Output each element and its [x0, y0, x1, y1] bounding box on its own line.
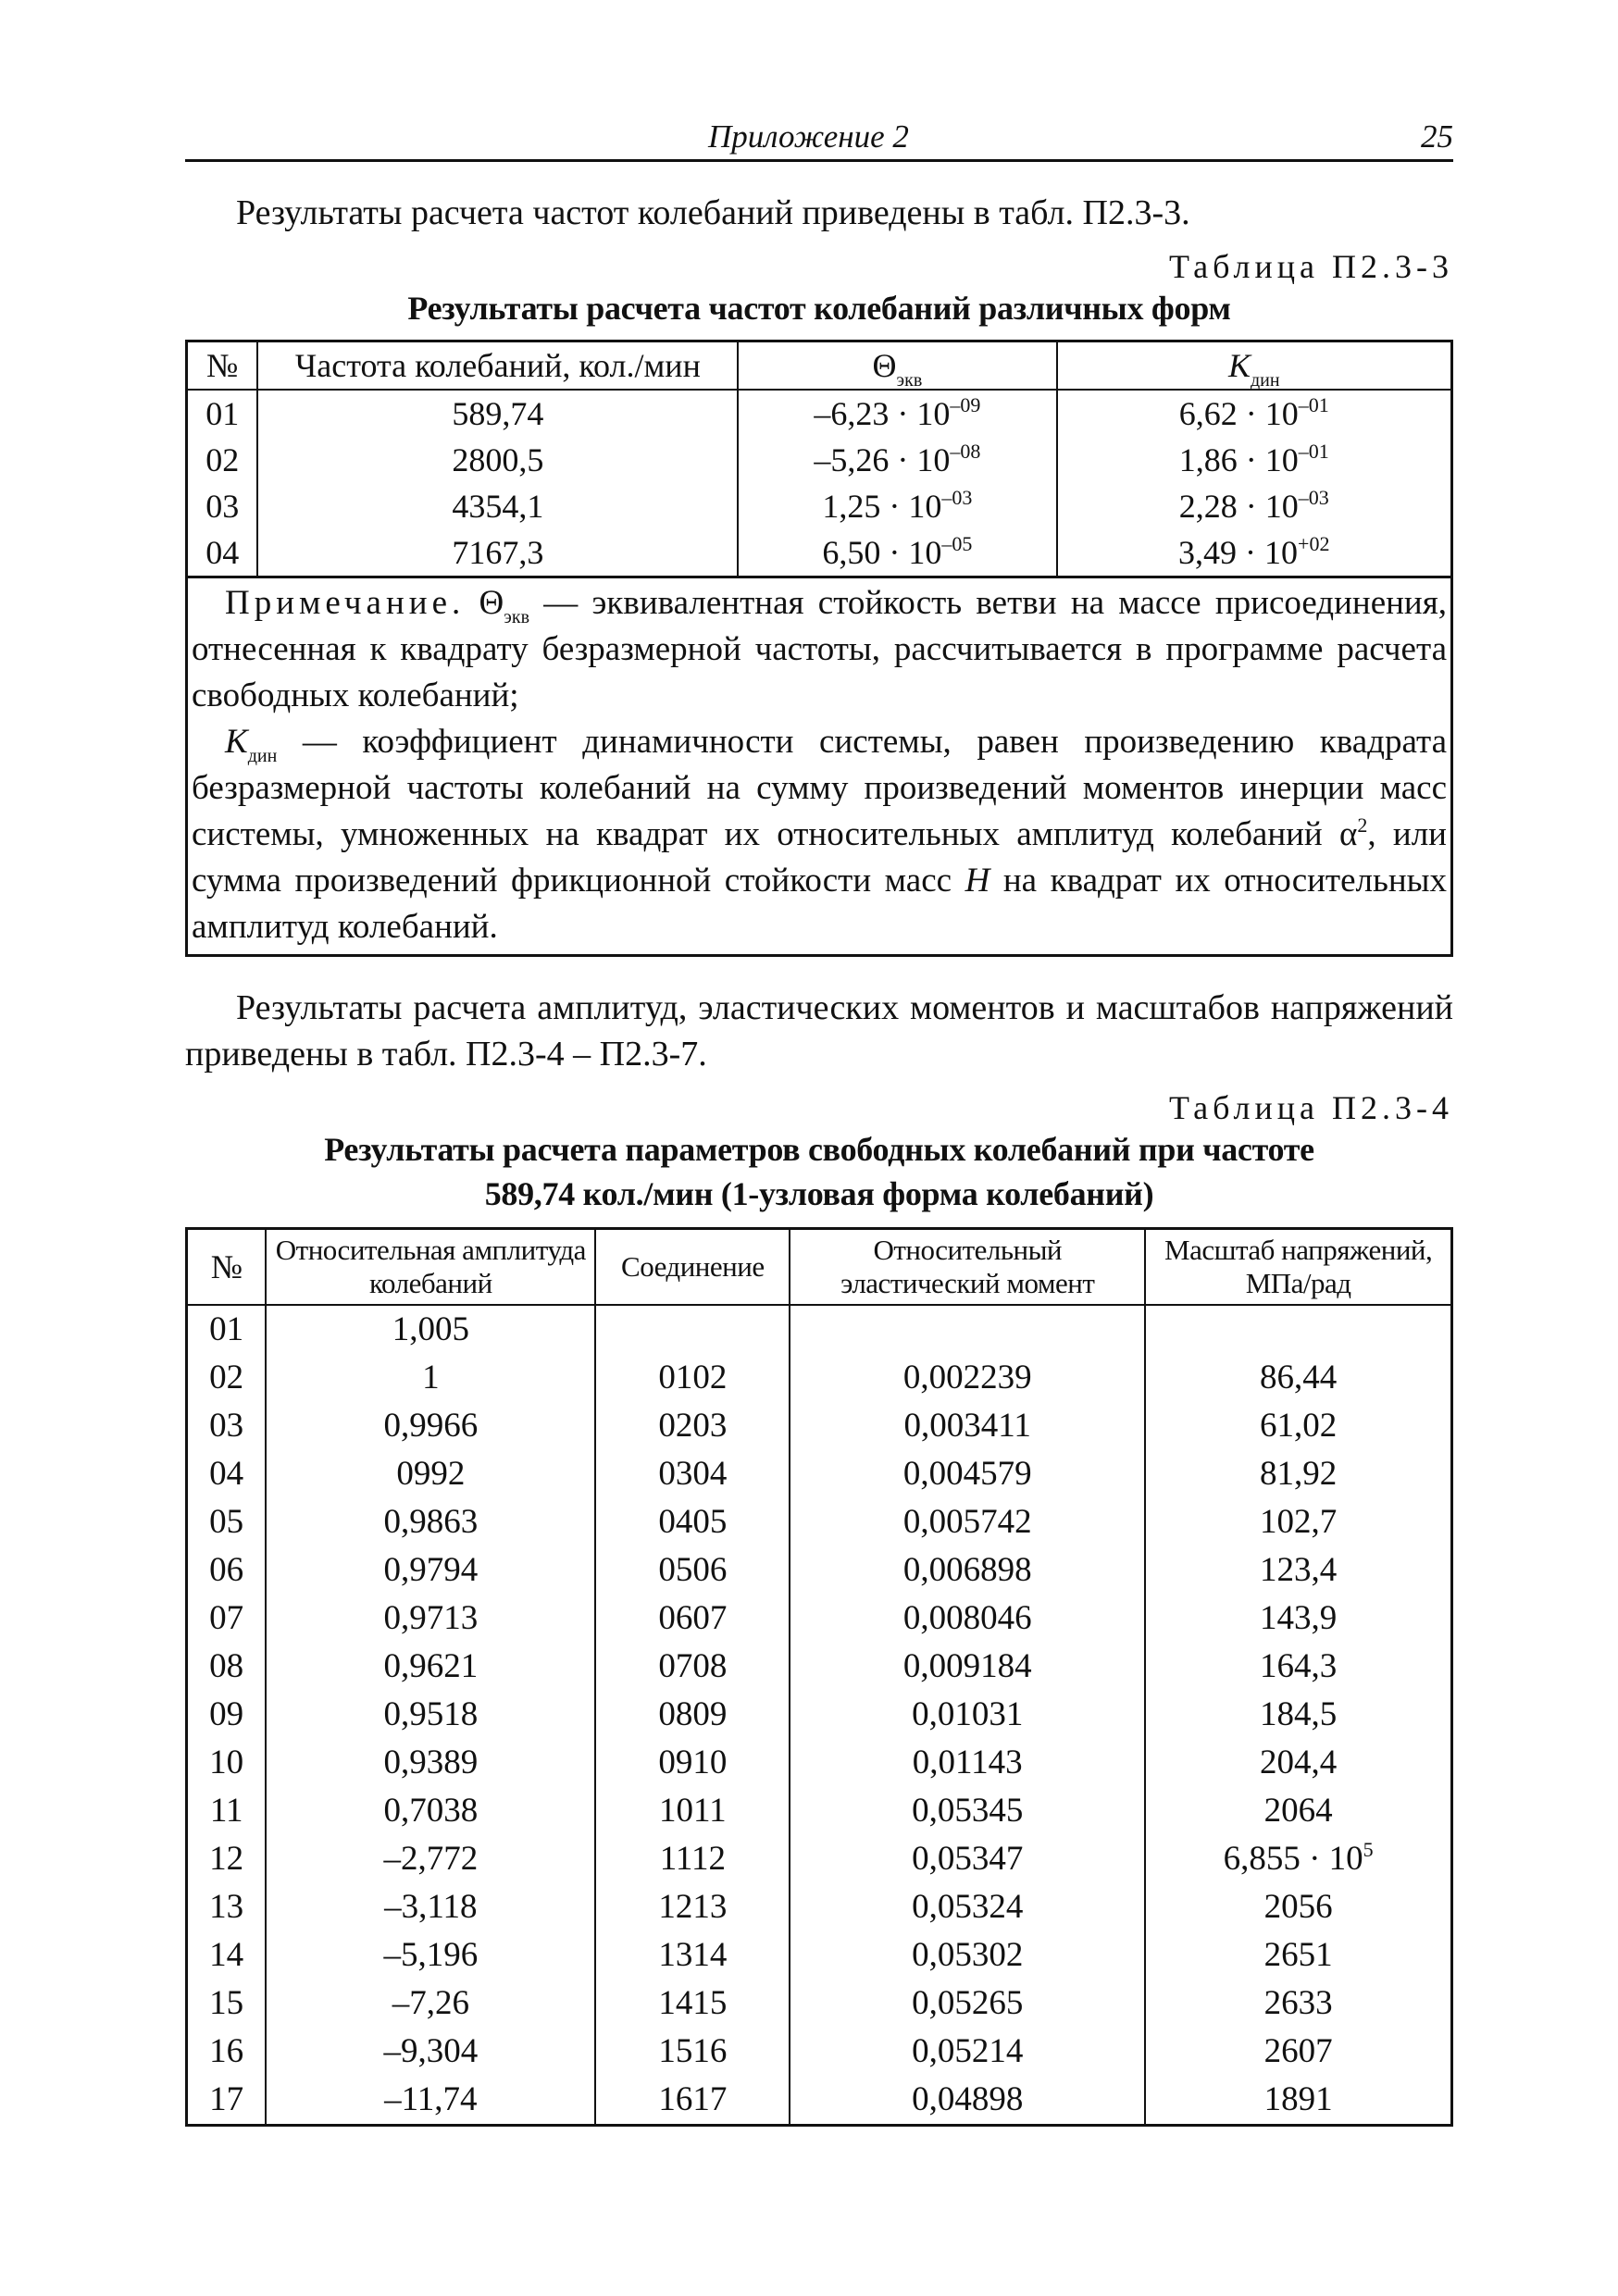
cell-amplitude: –7,26 — [266, 1980, 595, 2028]
cell-moment: 0,002239 — [790, 1354, 1145, 1402]
table-row — [187, 1643, 1452, 1691]
table-row — [187, 1450, 1452, 1498]
cell-num: 02 — [187, 437, 258, 483]
cell-k: $6,62 \cdot 10^{-01}$ — [1057, 390, 1452, 437]
table-4-title-line-2: 589,74 кол./мин (1-узловая форма колебаний) — [484, 1175, 1154, 1212]
cell-connection — [595, 1305, 790, 1354]
cell-num: 12 — [187, 1835, 267, 1883]
cell-k: $1,86 \cdot 10^{-01}$ — [1057, 437, 1452, 483]
cell-moment: 0,008046 — [790, 1595, 1145, 1643]
table-row — [187, 1931, 1452, 1980]
cell-amplitude: 0,9966 — [266, 1402, 595, 1450]
cell-moment: 0,005742 — [790, 1498, 1145, 1546]
cell-theta: $-6,23 \cdot 10^{-09}$ — [738, 390, 1056, 437]
cell-num: 07 — [187, 1595, 267, 1643]
table-row — [187, 1402, 1452, 1450]
cell-moment: 0,003411 — [790, 1402, 1145, 1450]
cell-connection: 1617 — [595, 2076, 790, 2126]
cell-k: $3,49 \cdot 10^{+02}$ — [1057, 529, 1452, 577]
cell-num: 03 — [187, 1402, 267, 1450]
cell-connection: 0506 — [595, 1546, 790, 1595]
cell-connection: 0102 — [595, 1354, 790, 1402]
cell-scale: 1891 — [1145, 2076, 1451, 2126]
table-3-caption: Таблица П2.3-3 — [1169, 248, 1453, 285]
cell-amplitude: 1 — [266, 1354, 595, 1402]
cell-moment: 0,009184 — [790, 1643, 1145, 1691]
cell-scale: 61,02 — [1145, 1402, 1451, 1450]
cell-amplitude: 0,9713 — [266, 1595, 595, 1643]
cell-connection: 1213 — [595, 1883, 790, 1931]
table-row — [187, 1305, 1452, 1354]
table-row — [187, 437, 1452, 483]
table-row — [187, 1980, 1452, 2028]
cell-scale: 86,44 — [1145, 1354, 1451, 1402]
cell-scale: 2064 — [1145, 1787, 1451, 1835]
cell-num: 05 — [187, 1498, 267, 1546]
cell-frequency: 7167,3 — [257, 529, 738, 577]
table-row — [187, 1691, 1452, 1739]
cell-connection: 1516 — [595, 2028, 790, 2076]
cell-theta: $6,50 \cdot 10^{-05}$ — [738, 529, 1056, 577]
cell-scale: 2607 — [1145, 2028, 1451, 2076]
cell-scale — [1145, 1305, 1451, 1354]
header-k: $K_{дин}$ — [1057, 341, 1452, 391]
cell-scale: $6,855 \cdot 10^5$ — [1145, 1835, 1451, 1883]
running-header — [185, 111, 1453, 162]
table-3-note: Примечание. $\Theta_{экв}$ — эквивалентная стойкость ветви на массе присоединения, отнесенная к квадрату безразмерной частоты, рассчитывается в программе расчета свободных колебаний; $K_{дин}$ — коэффициент динамичности системы, равен произведению квадрата безразмерной частоты колебаний на сумму произведений моментов инерции масс системы, умноженных на квадрат их относительных амплитуд колебаний $\alpha^2$, или сумма произведений фрикционной стойкости масс H на квадрат их относительных амплитуд колебаний. — [187, 577, 1452, 956]
t4-header-connection: Соединение — [595, 1229, 790, 1306]
cell-num: 10 — [187, 1739, 267, 1787]
cell-connection: 1112 — [595, 1835, 790, 1883]
cell-num: 13 — [187, 1883, 267, 1931]
cell-num: 06 — [187, 1546, 267, 1595]
cell-num: 11 — [187, 1787, 267, 1835]
cell-num: 09 — [187, 1691, 267, 1739]
cell-connection: 0910 — [595, 1739, 790, 1787]
cell-amplitude: 0,9863 — [266, 1498, 595, 1546]
intro-paragraph-2: Результаты расчета амплитуд, эластических моментов и масштабов напряжений приведены в табл. П2.3-4 – П2.3-7. — [185, 988, 1453, 1074]
cell-connection: 1314 — [595, 1931, 790, 1980]
t4-header-num: № — [187, 1229, 267, 1306]
cell-amplitude: –3,118 — [266, 1883, 595, 1931]
cell-num: 15 — [187, 1980, 267, 2028]
cell-moment — [790, 1305, 1145, 1354]
cell-connection: 0708 — [595, 1643, 790, 1691]
header-theta: $\Theta_{экв}$ — [738, 341, 1056, 391]
cell-moment: 0,05345 — [790, 1787, 1145, 1835]
note-label: Примечание. — [225, 584, 466, 622]
cell-theta: $-5,26 \cdot 10^{-08}$ — [738, 437, 1056, 483]
cell-connection: 0405 — [595, 1498, 790, 1546]
cell-num: 17 — [187, 2076, 267, 2126]
cell-moment: 0,01031 — [790, 1691, 1145, 1739]
cell-connection: 1415 — [595, 1980, 790, 2028]
table-row — [187, 1835, 1452, 1883]
table-row — [187, 390, 1452, 437]
cell-amplitude: –2,772 — [266, 1835, 595, 1883]
cell-num: 16 — [187, 2028, 267, 2076]
cell-num: 14 — [187, 1931, 267, 1980]
cell-num: 01 — [187, 390, 258, 437]
cell-num: 02 — [187, 1354, 267, 1402]
cell-connection: 0203 — [595, 1402, 790, 1450]
table-3 — [185, 340, 1453, 957]
cell-num: 01 — [187, 1305, 267, 1354]
table-row — [187, 2076, 1452, 2126]
t4-header-amplitude: Относительная амплитуда колебаний — [266, 1229, 595, 1306]
page — [185, 111, 1453, 2127]
cell-moment: 0,05302 — [790, 1931, 1145, 1980]
table-row — [187, 1354, 1452, 1402]
cell-scale: 123,4 — [1145, 1546, 1451, 1595]
cell-scale: 2633 — [1145, 1980, 1451, 2028]
cell-connection: 0304 — [595, 1450, 790, 1498]
table-4-caption: Таблица П2.3-4 — [1169, 1089, 1453, 1126]
table-row — [187, 1787, 1452, 1835]
cell-amplitude: –11,74 — [266, 2076, 595, 2126]
cell-connection: 1011 — [595, 1787, 790, 1835]
cell-k: $2,28 \cdot 10^{-03}$ — [1057, 483, 1452, 529]
table-row — [187, 1546, 1452, 1595]
cell-scale: 2056 — [1145, 1883, 1451, 1931]
table-4-title-line-1: Результаты расчета параметров свободных колебаний при частоте — [324, 1131, 1314, 1168]
table-row — [187, 483, 1452, 529]
cell-amplitude: 1,005 — [266, 1305, 595, 1354]
cell-scale: 81,92 — [1145, 1450, 1451, 1498]
cell-scale: 204,4 — [1145, 1739, 1451, 1787]
table-row — [187, 2028, 1452, 2076]
cell-scale: 2651 — [1145, 1931, 1451, 1980]
cell-scale: 164,3 — [1145, 1643, 1451, 1691]
cell-amplitude: 0,9621 — [266, 1643, 595, 1691]
header-frequency: Частота колебаний, кол./мин — [257, 341, 738, 391]
intro-paragraph-1: Результаты расчета частот колебаний приведены в табл. П2.3-3. — [236, 193, 1190, 232]
table-4 — [185, 1227, 1453, 2127]
table-row — [187, 529, 1452, 577]
cell-amplitude: 0992 — [266, 1450, 595, 1498]
table-row — [187, 1498, 1452, 1546]
table-3-header-row — [187, 341, 1452, 391]
table-row — [187, 1883, 1452, 1931]
cell-amplitude: –9,304 — [266, 2028, 595, 2076]
cell-amplitude: 0,9794 — [266, 1546, 595, 1595]
cell-frequency: 4354,1 — [257, 483, 738, 529]
cell-scale: 143,9 — [1145, 1595, 1451, 1643]
cell-scale: 102,7 — [1145, 1498, 1451, 1546]
cell-amplitude: 0,9389 — [266, 1739, 595, 1787]
cell-moment: 0,05265 — [790, 1980, 1145, 2028]
table-4-header-row — [187, 1229, 1452, 1306]
cell-amplitude: 0,9518 — [266, 1691, 595, 1739]
header-num: № — [187, 341, 258, 391]
cell-moment: 0,01143 — [790, 1739, 1145, 1787]
cell-frequency: 2800,5 — [257, 437, 738, 483]
cell-num: 08 — [187, 1643, 267, 1691]
page-number: 25 — [1421, 118, 1453, 155]
running-header-title: Приложение 2 — [708, 118, 909, 155]
cell-num: 04 — [187, 1450, 267, 1498]
cell-scale: 184,5 — [1145, 1691, 1451, 1739]
cell-amplitude: –5,196 — [266, 1931, 595, 1980]
cell-num: 03 — [187, 483, 258, 529]
cell-amplitude: 0,7038 — [266, 1787, 595, 1835]
cell-moment: 0,004579 — [790, 1450, 1145, 1498]
table-3-title: Результаты расчета частот колебаний различных форм — [407, 290, 1231, 327]
cell-moment: 0,04898 — [790, 2076, 1145, 2126]
cell-num: 04 — [187, 529, 258, 577]
table-row — [187, 1595, 1452, 1643]
table-row — [187, 1739, 1452, 1787]
t4-header-moment: Относительный эластический момент — [790, 1229, 1145, 1306]
cell-moment: 0,006898 — [790, 1546, 1145, 1595]
cell-connection: 0809 — [595, 1691, 790, 1739]
cell-moment: 0,05324 — [790, 1883, 1145, 1931]
cell-moment: 0,05347 — [790, 1835, 1145, 1883]
t4-header-scale: Масштаб напряжений, МПа/рад — [1145, 1229, 1451, 1306]
cell-frequency: 589,74 — [257, 390, 738, 437]
cell-connection: 0607 — [595, 1595, 790, 1643]
cell-moment: 0,05214 — [790, 2028, 1145, 2076]
cell-theta: $1,25 \cdot 10^{-03}$ — [738, 483, 1056, 529]
